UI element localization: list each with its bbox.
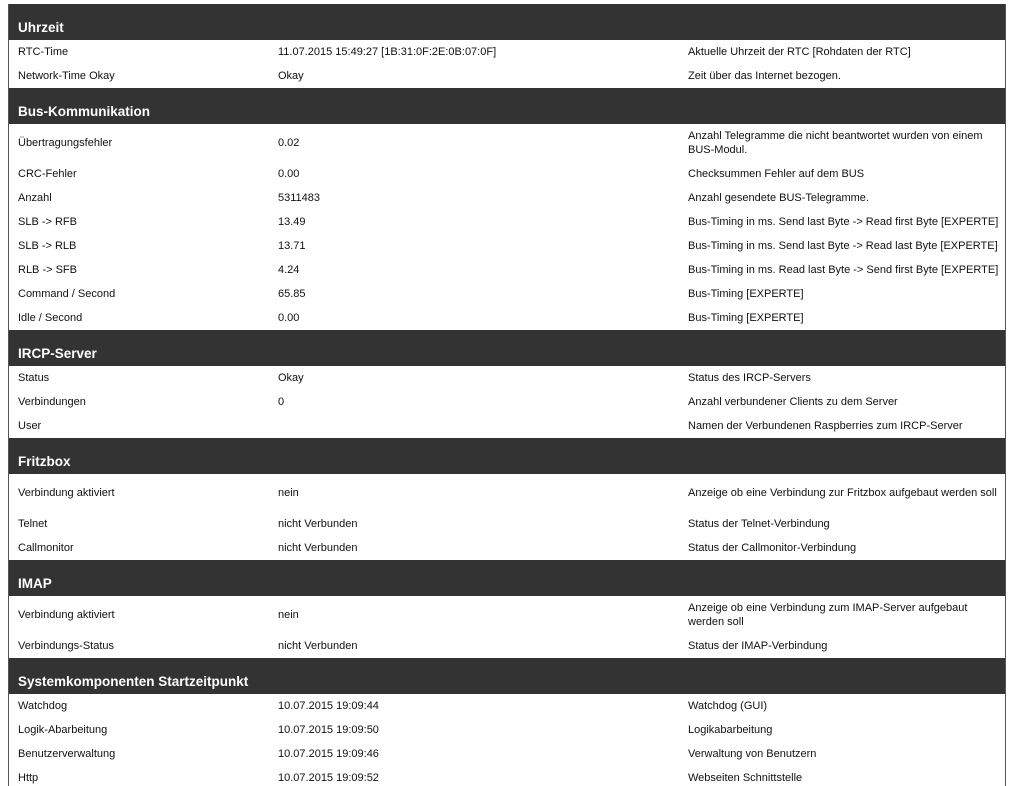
table-row bbox=[9, 40, 1005, 64]
section-fritzbox bbox=[9, 438, 1005, 560]
row-label: Anzahl bbox=[18, 192, 52, 204]
section-bus-kommunikation bbox=[9, 88, 1005, 330]
section-imap bbox=[9, 560, 1005, 658]
table-row bbox=[9, 694, 1005, 718]
row-label: Verbindungen bbox=[18, 396, 86, 408]
section-systemkomponenten-startzeitpunkt bbox=[9, 658, 1005, 786]
table-row bbox=[9, 414, 1005, 438]
row-value: nein bbox=[278, 487, 299, 499]
section-header: Uhrzeit bbox=[9, 4, 1005, 40]
row-label: CRC-Fehler bbox=[18, 168, 77, 180]
row-description: Anzahl gesendete BUS-Telegramme. bbox=[688, 192, 869, 204]
status-page bbox=[8, 4, 1006, 786]
row-label: RLB -> SFB bbox=[18, 264, 77, 276]
row-description: Bus-Timing in ms. Send last Byte -> Read last Byte [EXPERTE] bbox=[688, 240, 998, 252]
row-description: Checksummen Fehler auf dem BUS bbox=[688, 168, 865, 180]
row-label: Http bbox=[18, 772, 39, 784]
row-description: Anzahl Telegramme die nicht beantwortet wurden von einem BUS-Modul. bbox=[688, 130, 983, 156]
row-description: Anzahl verbundener Clients zu dem Server bbox=[688, 396, 898, 408]
row-description: Bus-Timing in ms. Read last Byte -> Send first Byte [EXPERTE] bbox=[688, 264, 999, 276]
table-row bbox=[9, 742, 1005, 766]
section-header: Bus-Kommunikation bbox=[9, 88, 1005, 124]
row-value: Okay bbox=[278, 70, 304, 82]
row-description: Status des IRCP-Servers bbox=[688, 372, 811, 384]
row-value: 13.71 bbox=[278, 240, 306, 252]
section-header: Systemkomponenten Startzeitpunkt bbox=[9, 658, 1005, 694]
row-value: 0.00 bbox=[278, 168, 300, 180]
row-description: Zeit über das Internet bezogen. bbox=[688, 70, 841, 82]
row-value: 10.07.2015 19:09:44 bbox=[278, 700, 379, 712]
row-description: Watchdog (GUI) bbox=[688, 700, 768, 712]
section-ircp-server bbox=[9, 330, 1005, 438]
row-description: Bus-Timing in ms. Send last Byte -> Read first Byte [EXPERTE] bbox=[688, 216, 999, 228]
row-value: 10.07.2015 19:09:46 bbox=[278, 748, 379, 760]
table-row bbox=[9, 306, 1005, 330]
row-label: Übertragungsfehler bbox=[18, 137, 113, 149]
row-value: nicht Verbunden bbox=[278, 542, 358, 554]
row-description: Bus-Timing [EXPERTE] bbox=[688, 288, 804, 300]
table-row bbox=[9, 474, 1005, 512]
table-row bbox=[9, 258, 1005, 282]
row-value: 13.49 bbox=[278, 216, 306, 228]
row-value: nicht Verbunden bbox=[278, 518, 358, 530]
row-description: Anzeige ob eine Verbindung zum IMAP-Server aufgebaut werden soll bbox=[688, 602, 968, 628]
row-value: 65.85 bbox=[278, 288, 306, 300]
row-label: Benutzerverwaltung bbox=[18, 748, 116, 760]
table-row bbox=[9, 234, 1005, 258]
row-label: User bbox=[18, 420, 42, 432]
row-value: 5311483 bbox=[278, 192, 321, 204]
row-value: nicht Verbunden bbox=[278, 640, 358, 652]
table-row bbox=[9, 766, 1005, 786]
row-description: Anzeige ob eine Verbindung zur Fritzbox aufgebaut werden soll bbox=[688, 487, 997, 499]
section-uhrzeit bbox=[9, 4, 1005, 88]
row-description: Verwaltung von Benutzern bbox=[688, 748, 817, 760]
row-label: Verbindungs-Status bbox=[18, 640, 115, 652]
table-row bbox=[9, 390, 1005, 414]
row-description: Namen der Verbundenen Raspberries zum IRCP-Server bbox=[688, 420, 963, 432]
row-label: Watchdog bbox=[18, 700, 68, 712]
table-row bbox=[9, 64, 1005, 88]
row-label: Logik-Abarbeitung bbox=[18, 724, 108, 736]
table-row bbox=[9, 718, 1005, 742]
section-header: IMAP bbox=[9, 560, 1005, 596]
row-description: Webseiten Schnittstelle bbox=[688, 772, 803, 784]
row-label: Telnet bbox=[18, 518, 48, 530]
row-value: 0 bbox=[278, 396, 285, 408]
row-value: 10.07.2015 19:09:50 bbox=[278, 724, 379, 736]
row-label: Callmonitor bbox=[18, 542, 74, 554]
row-value: nein bbox=[278, 609, 299, 621]
table-row bbox=[9, 124, 1005, 162]
row-value: 0.02 bbox=[278, 137, 300, 149]
row-value: Okay bbox=[278, 372, 304, 384]
row-value: 4.24 bbox=[278, 264, 300, 276]
row-value: 11.07.2015 15:49:27 [1B:31:0F:2E:0B:07:0F] bbox=[278, 46, 497, 58]
row-label: SLB -> RFB bbox=[18, 216, 77, 228]
row-label: Verbindung aktiviert bbox=[18, 609, 115, 621]
row-description: Status der Telnet-Verbindung bbox=[688, 518, 830, 530]
row-label: RTC-Time bbox=[18, 46, 69, 58]
table-row bbox=[9, 366, 1005, 390]
table-row bbox=[9, 282, 1005, 306]
row-description: Status der Callmonitor-Verbindung bbox=[688, 542, 857, 554]
row-description: Logikabarbeitung bbox=[688, 724, 773, 736]
table-row bbox=[9, 210, 1005, 234]
row-description: Bus-Timing [EXPERTE] bbox=[688, 312, 804, 324]
row-label: SLB -> RLB bbox=[18, 240, 77, 252]
row-description: Status der IMAP-Verbindung bbox=[688, 640, 828, 652]
row-label: Command / Second bbox=[18, 288, 116, 300]
table-row bbox=[9, 162, 1005, 186]
row-label: Network-Time Okay bbox=[18, 70, 115, 82]
section-header: IRCP-Server bbox=[9, 330, 1005, 366]
row-value: 0.00 bbox=[278, 312, 300, 324]
section-header: Fritzbox bbox=[9, 438, 1005, 474]
table-row bbox=[9, 536, 1005, 560]
row-value: 10.07.2015 19:09:52 bbox=[278, 772, 379, 784]
table-row bbox=[9, 186, 1005, 210]
row-label: Verbindung aktiviert bbox=[18, 487, 115, 499]
table-row bbox=[9, 512, 1005, 536]
table-row bbox=[9, 634, 1005, 658]
row-label: Idle / Second bbox=[18, 312, 83, 324]
table-row bbox=[9, 596, 1005, 634]
row-label: Status bbox=[18, 372, 50, 384]
row-description: Aktuelle Uhrzeit der RTC [Rohdaten der RTC] bbox=[688, 46, 911, 58]
